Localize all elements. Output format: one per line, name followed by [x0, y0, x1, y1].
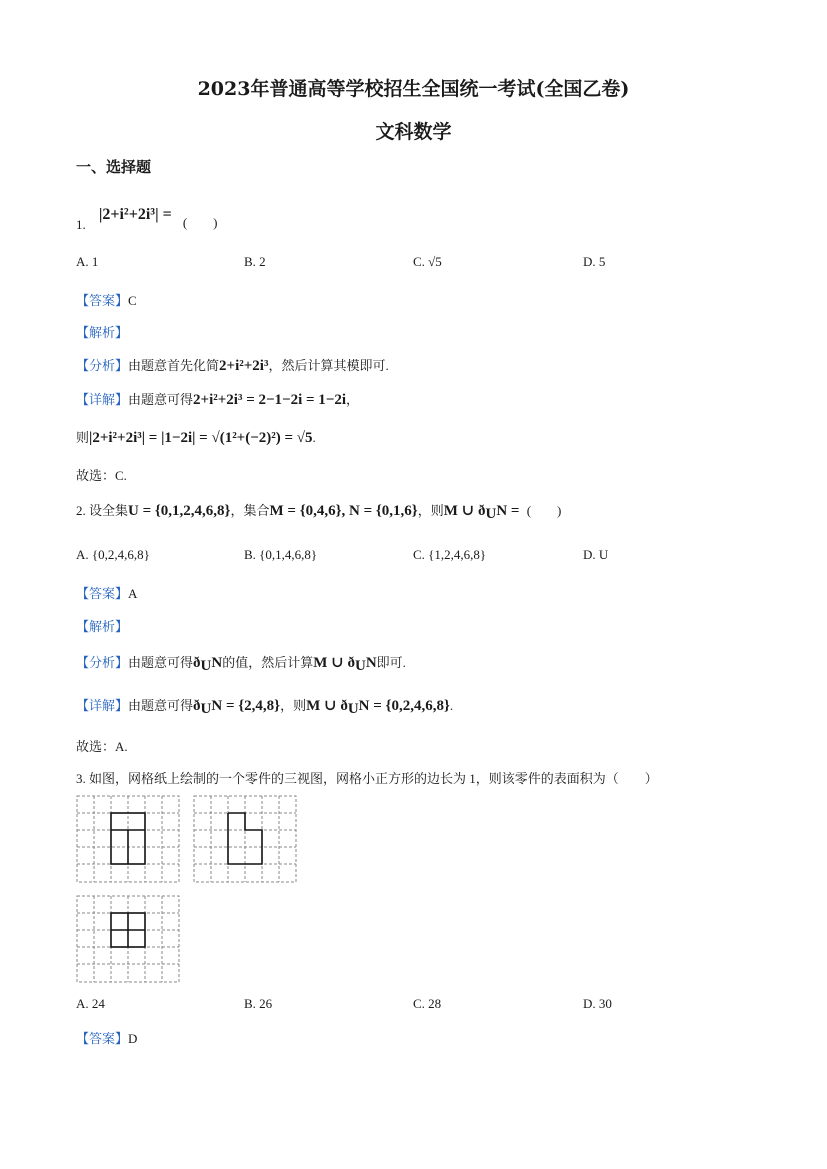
q2-option-a — [76, 544, 150, 563]
three-view-side — [193, 795, 297, 883]
q2-stem-then: ，则 — [417, 503, 444, 518]
q2-set-mn: M = {0,4,6}, N = {0,1,6} — [269, 503, 418, 519]
q1-conclusion: 故选：C. — [76, 468, 127, 483]
q1-then-pre: 则 — [76, 430, 90, 445]
q2-stem-n: N = — [496, 503, 520, 519]
q1-xiangjie-pre: 由题意可得 — [128, 392, 194, 407]
q2-set-u: U = {0,1,2,4,6,8} — [128, 503, 231, 519]
q1-jiexi — [76, 322, 128, 341]
q2-stem-expr: M ∪ ð — [443, 503, 486, 519]
q2-xiangjie-mid: ，则 — [280, 698, 307, 713]
three-view-front — [76, 795, 180, 883]
q2-option-b-text: B. {0,1,4,6,8} — [244, 547, 318, 562]
q1-fenxi-pre: 由题意首先化简 — [128, 358, 220, 373]
q2-answer-value: A — [128, 586, 138, 601]
q1-number: 1. — [76, 217, 86, 232]
answer-label: 【答案】 — [76, 293, 129, 308]
q2-option-d — [583, 544, 608, 563]
q2-option-b — [244, 544, 317, 563]
q1-option-c: C. √5 — [413, 254, 442, 269]
fenxi-label: 【分析】 — [76, 358, 129, 373]
q2-fenxi-c: ð — [193, 655, 201, 671]
q1-option-d: D. 5 — [583, 254, 606, 269]
q2-xiangjie-c: ð — [193, 698, 201, 714]
three-view-top — [76, 895, 180, 983]
q1-paren: ( ) — [182, 215, 218, 230]
q2-fenxi-n2: N — [365, 655, 377, 671]
q3-option-d: D. 30 — [583, 996, 612, 1011]
q2-fenxi-sub: U — [200, 658, 212, 674]
q2-fenxi-post: 即可. — [376, 655, 406, 670]
q1-then-expr: |2+i²+2i³| = |1−2i| = √(1²+(−2)²) = √5 — [89, 430, 313, 446]
q2-fenxi-mid: 的值，然后计算 — [222, 655, 314, 670]
q2-option-a-text: A. {0,2,4,6,8} — [76, 547, 150, 562]
q2-xiangjie-pre: 由题意可得 — [128, 698, 194, 713]
q1-answer — [76, 290, 137, 309]
question-3 — [76, 768, 658, 787]
q1-xiangjie — [76, 389, 359, 409]
q2-option-c-text: C. {1,2,4,6,8} — [413, 547, 487, 562]
q2-fenxi-pre: 由题意可得 — [128, 655, 194, 670]
q1-xiangjie-post: ， — [346, 392, 360, 407]
q1-answer-value: C — [128, 293, 137, 308]
q2-xiangjie-expr3: N = {0,2,4,6,8} — [358, 698, 450, 714]
q2-option-d-text: D. U — [583, 547, 609, 562]
q3-answer — [76, 1028, 137, 1047]
q2-xiangjie-expr1: N = {2,4,8} — [211, 698, 281, 714]
exam-subtitle: 文科数学 — [375, 121, 452, 143]
q1-then — [76, 427, 316, 447]
q2-xiangjie-sub2: U — [347, 701, 359, 717]
q2-option-c — [413, 544, 486, 563]
q3-stem: 如图，网格纸上绘制的一个零件的三视图，网格小正方形的边长为 1，则该零件的表面积为（ ） — [89, 771, 658, 786]
q3-option-b: B. 26 — [244, 996, 273, 1011]
exam-title: 2023年普通高等学校招生全国统一考试(全国乙卷) — [197, 78, 630, 100]
q2-stem-mid: ，集合 — [230, 503, 270, 518]
q1-fenxi-expr: 2+i²+2i³ — [219, 358, 269, 374]
q2-fenxi — [76, 652, 406, 672]
section-heading: 一、选择题 — [76, 158, 152, 176]
jiexi-label: 【解析】 — [76, 325, 129, 340]
q3-answer-value: D — [128, 1031, 138, 1046]
q2-xiangjie-expr2: M ∪ ð — [306, 698, 348, 714]
xiangjie-label: 【详解】 — [76, 392, 129, 407]
q2-stem-sub: U — [485, 506, 497, 522]
q2-answer — [76, 583, 137, 602]
q1-fenxi-post: ，然后计算其模即可. — [268, 358, 389, 373]
xiangjie-label-2: 【详解】 — [76, 698, 129, 713]
q2-xiangjie — [76, 695, 453, 715]
q1-expression: |2+i²+2i³| = — [98, 206, 172, 223]
q2-conclusion: 故选：A. — [76, 739, 128, 754]
q2-fenxi-sub2: U — [354, 658, 366, 674]
q2-xiangjie-sub: U — [200, 701, 212, 717]
q1-option-a: A. 1 — [76, 254, 99, 269]
answer-label-3: 【答案】 — [76, 1031, 129, 1046]
q1-xiangjie-expr: 2+i²+2i³ = 2−1−2i = 1−2i — [193, 392, 347, 408]
q2-paren: ( ) — [526, 503, 562, 518]
fenxi-label-2: 【分析】 — [76, 655, 129, 670]
q2-fenxi-n: N — [211, 655, 223, 671]
q3-option-c: C. 28 — [413, 996, 442, 1011]
jiexi-label-2: 【解析】 — [76, 619, 129, 634]
q2-jiexi — [76, 616, 128, 635]
q2-number: 2. — [76, 503, 86, 518]
q3-number: 3. — [76, 771, 86, 786]
q1-option-b: B. 2 — [244, 254, 266, 269]
q3-option-a: A. 24 — [76, 996, 105, 1011]
q2-stem-pre: 设全集 — [89, 503, 129, 518]
q2-fenxi-expr: M ∪ ð — [313, 655, 355, 671]
question-1 — [76, 204, 218, 232]
question-2 — [76, 500, 561, 520]
q1-then-post: . — [312, 430, 316, 445]
answer-label-2: 【答案】 — [76, 586, 129, 601]
q1-fenxi — [76, 355, 389, 375]
q2-xiangjie-post: . — [449, 698, 454, 713]
